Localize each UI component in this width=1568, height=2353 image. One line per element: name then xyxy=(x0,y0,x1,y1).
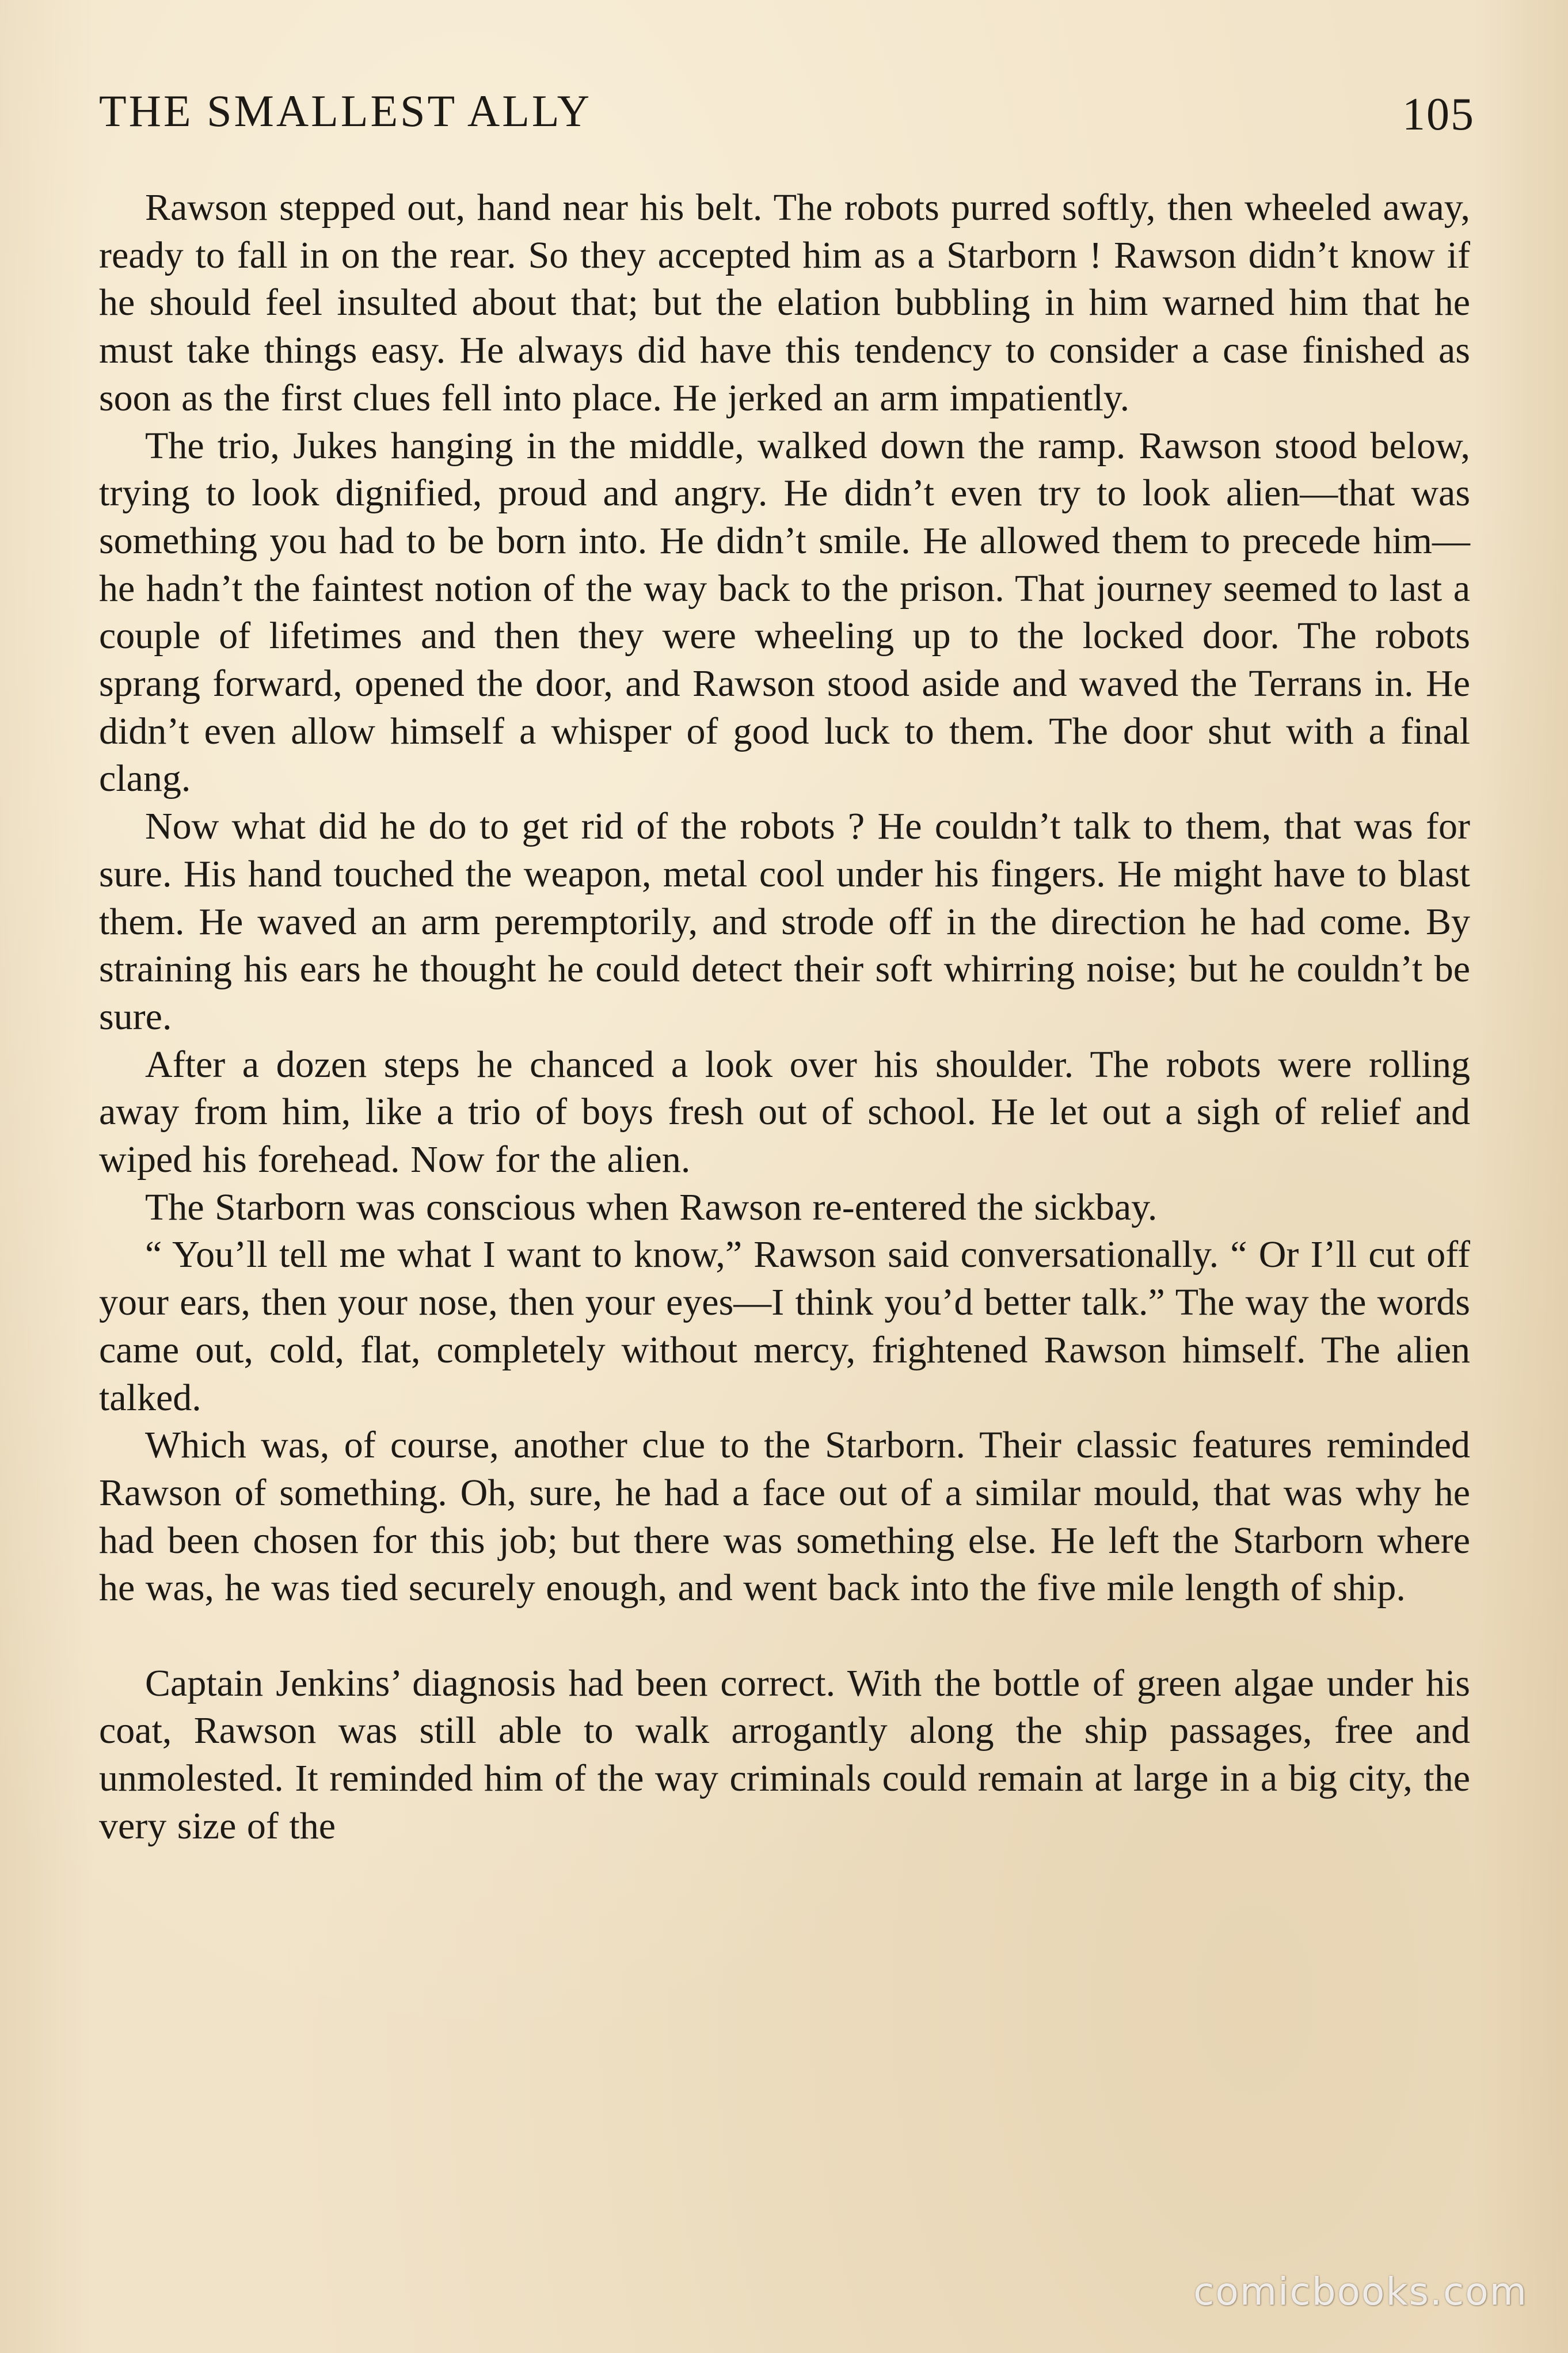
paragraph-7: Which was, of course, another clue to the Starborn. Their classic features reminded Rawson of something. Oh, sure, he had a face out of a similar mould, that was why he had been chosen for this job; but there was something else. He left the Starborn where he was, he was tied securely enough, and went back into the five mile length of ship. xyxy=(99,1424,1470,1609)
body-text xyxy=(99,184,1470,1851)
running-title: THE SMALLEST ALLY xyxy=(99,86,592,136)
paragraph-2: The trio, Jukes hanging in the middle, walked down the ramp. Rawson stood below, trying to look dignified, proud and angry. He didn’t even try to look alien—that was something you had to be born into. He didn’t smile. He allowed them to precede him—he hadn’t the faintest notion of the way back to the prison. That journey seemed to last a couple of lifetimes and then they were wheeling up to the locked door. The robots sprang forward, opened the door, and Rawson stood aside and waved the Terrans in. He didn’t even allow himself a whisper of good luck to them. The door shut with a final clang. xyxy=(99,424,1470,800)
paragraph-8: Captain Jenkins’ diagnosis had been correct. With the bottle of green algae under his coat, Rawson was still able to walk arrogantly along the ship passages, free and unmolested. It reminded him of the way criminals could remain at large in a big city, the very size of the xyxy=(99,1662,1470,1847)
paragraph-4: After a dozen steps he chanced a look over his shoulder. The robots were rolling away from him, like a trio of boys fresh out of school. He let out a sigh of relief and wiped his forehead. Now for the alien. xyxy=(99,1043,1470,1181)
paragraph-5: The Starborn was conscious when Rawson re-entered the sickbay. xyxy=(145,1186,1158,1228)
watermark: comicbooks.com xyxy=(1193,2270,1528,2314)
paragraph-6: “ You’ll tell me what I want to know,” Rawson said conversationally. “ Or I’ll cut off your ears, then your nose, then your eyes—I think you’d better talk.” The way the words came out, cold, flat, completely without mercy, frightened Rawson himself. The alien talked. xyxy=(99,1233,1470,1419)
running-header xyxy=(99,79,1475,143)
paragraph-3: Now what did he do to get rid of the robots ? He couldn’t talk to them, that was for sure. His hand touched the weapon, metal cool under his fingers. He might have to blast them. He waved an arm peremptorily, and strode off in the direction he had come. By straining his ears he thought he could detect their soft whirring noise; but he couldn’t be sure. xyxy=(99,805,1470,1038)
paragraph-1: Rawson stepped out, hand near his belt. The robots purred softly, then wheeled away, ready to fall in on the rear. So they accepted him as a Starborn ! Rawson didn’t know if he should feel insulted about that; but the elation bubbling in him warned him that he must take things easy. He always did have this tendency to consider a case finished as soon as the first clues fell into place. He jerked an arm impatiently. xyxy=(99,186,1470,419)
page-number: 105 xyxy=(1402,89,1475,140)
